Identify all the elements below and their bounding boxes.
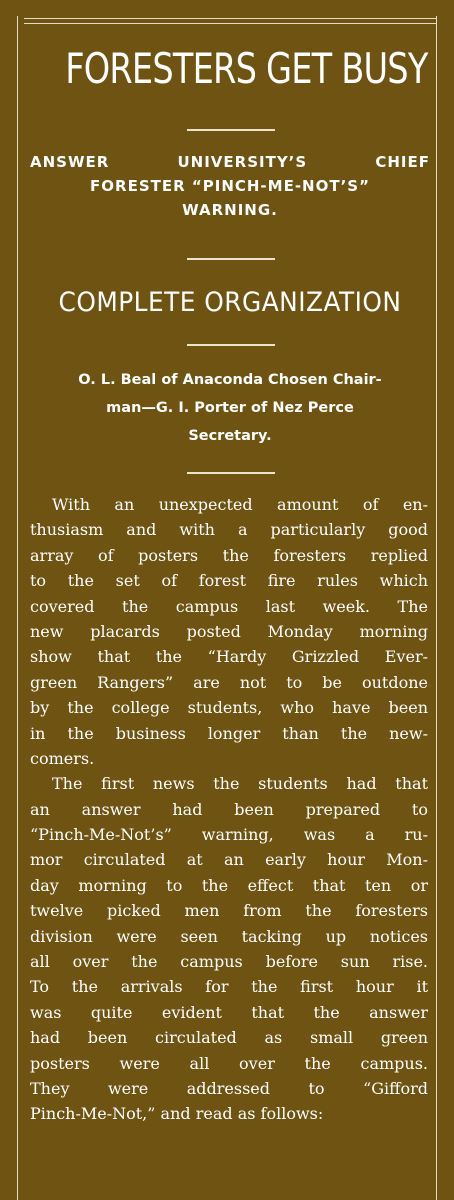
divider-2 (187, 258, 275, 260)
body-line: green Rangers” are not to be outdone (30, 672, 428, 692)
body-line: day morning to the effect that ten or (30, 875, 428, 895)
body-line: new placards posted Monday morning (30, 621, 428, 641)
divider-1 (187, 129, 275, 131)
divider-4 (187, 472, 275, 474)
body-line: by the college students, who have been (30, 698, 428, 718)
body-line: array of posters the foresters replied (30, 545, 428, 565)
deck-3-line: Secretary. (188, 428, 272, 444)
body-line: in the business longer than the new- (30, 723, 428, 743)
body-line: was quite evident that the answer (30, 1002, 428, 1022)
body-line: To the arrivals for the first hour it (30, 977, 428, 997)
deck-1-line: ANSWER UNIVERSITY’S CHIEF (30, 153, 430, 171)
body-line: The first news the students had that (52, 774, 428, 794)
deck-2: COMPLETE ORGANIZATION (58, 287, 402, 318)
body-line: Pinch-Me-Not,” and read as follows: (30, 1104, 324, 1124)
body-line: an answer had been prepared to (30, 799, 428, 819)
top-double-rule-upper (24, 18, 436, 19)
body-line: to the set of forest fire rules which (30, 571, 428, 591)
top-double-rule-lower (24, 23, 436, 24)
left-column-rule (17, 16, 18, 1200)
body-line: posters were all over the campus. (30, 1053, 428, 1073)
deck-1 (24, 150, 436, 222)
body-line: With an unexpected amount of en- (52, 495, 428, 514)
body-line: mor circulated at an early hour Mon- (30, 850, 428, 870)
article-body (30, 492, 428, 1127)
body-line: all over the campus before sun rise. (30, 952, 428, 972)
body-line: covered the campus last week. The (30, 596, 428, 616)
deck-3-line: O. L. Beal of Anaconda Chosen Chair- (78, 372, 382, 388)
body-line: show that the “Hardy Grizzled Ever- (30, 647, 428, 667)
body-line: “Pinch-Me-Not’s” warning, was a ru- (30, 825, 428, 845)
deck-3 (24, 366, 436, 450)
deck-3-line: man—G. I. Porter of Nez Perce (106, 400, 354, 416)
headline: FORESTERS GET BUSY (65, 44, 428, 93)
body-line: They were addressed to “Gifford (30, 1078, 428, 1098)
body-line: comers. (30, 748, 95, 768)
right-column-rule (436, 16, 437, 1200)
deck-1-line: WARNING. (182, 201, 278, 219)
deck-1-line: FORESTER “PINCH-ME-NOT’S” (90, 177, 370, 195)
body-line: had been circulated as small green (30, 1028, 428, 1048)
divider-3 (187, 344, 275, 346)
body-line: twelve picked men from the foresters (30, 901, 428, 921)
body-line: thusiasm and with a particularly good (30, 520, 428, 540)
body-line: division were seen tacking up notices (30, 926, 428, 946)
